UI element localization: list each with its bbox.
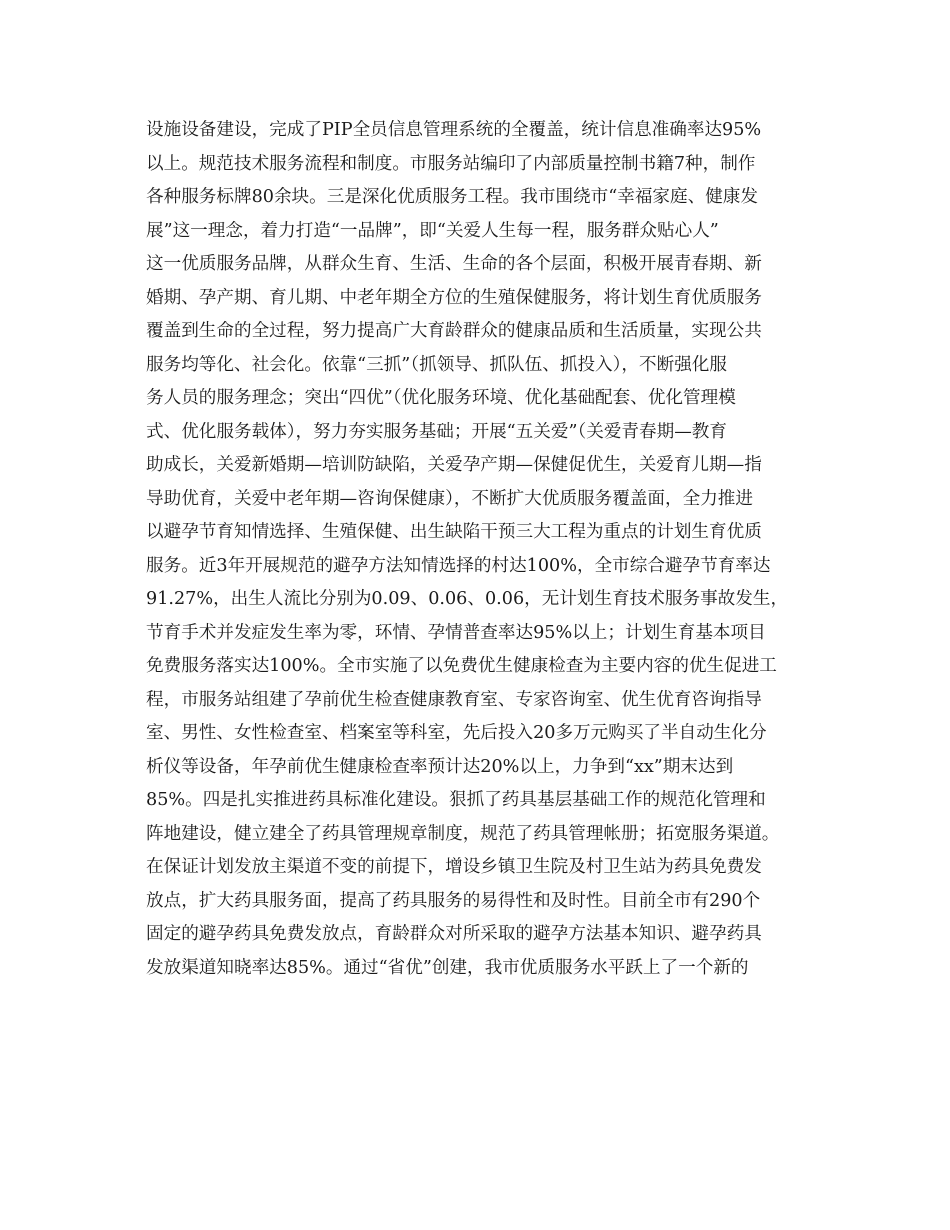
text-line: 以上。规范技术服务流程和制度。市服务站编印了内部质量控制书籍7种，制作: [146, 153, 756, 174]
text-line: 服务。近3年开展规范的避孕方法知情选择的村达100%，全市综合避孕节育率达: [146, 555, 771, 576]
text-line: 节育手术并发症发生率为零，环情、孕情普查率达95%以上；计划生育基本项目: [146, 622, 766, 643]
text-line: 务人员的服务理念；突出“四优”（优化服务环境、优化基础配套、优化管理模: [146, 388, 736, 408]
text-line: 阵地建设，健立建全了药具管理规章制度，规范了药具管理帐册；拓宽服务渠道。: [146, 823, 780, 844]
text-line: 助成长，关爱新婚期—培训防缺陷，关爱孕产期—保健促优生，关爱育儿期—指: [146, 455, 762, 475]
text-line: 各种服务标牌80余块。三是深化优质服务工程。我市围绕市“幸福家庭、健康发: [146, 187, 758, 207]
text-line: 析仪等设备，年孕前优生健康检查率预计达20%以上，力争到“xx”期末达到: [146, 756, 734, 777]
text-line: 免费服务落实达100%。全市实施了以免费优生健康检查为主要内容的优生促进工: [146, 656, 777, 676]
text-line: 以避孕节育知情选择、生殖保健、出生缺陷干预三大工程为重点的计划生育优质: [146, 522, 762, 542]
body-paragraph: [146, 114, 826, 985]
text-line: 放点，扩大药具服务面，提高了药具服务的易得性和及时性。目前全市有290个: [146, 890, 761, 911]
text-line: 婚期、孕产期、育儿期、中老年期全方位的生殖保健服务，将计划生育优质服务: [146, 287, 762, 308]
text-line: 设施设备建设，完成了PIP全员信息管理系统的全覆盖，统计信息准确率达95%: [146, 120, 762, 140]
text-line: 室、男性、女性检查室、档案室等科室，先后投入20多万元购买了半自动生化分: [146, 723, 767, 743]
text-line: 在保证计划发放主渠道不变的前提下，增设乡镇卫生院及村卫生站为药具免费发: [146, 857, 762, 877]
text-line: 覆盖到生命的全过程，努力提高广大育龄群众的健康品质和生活质量，实现公共: [146, 321, 762, 341]
text-line: 程，市服务站组建了孕前优生检查健康教育室、专家咨询室、优生优育咨询指导: [146, 689, 762, 710]
text-line: 发放渠道知晓率达85%。通过“省优”创建，我市优质服务水平跃上了一个新的: [146, 957, 749, 978]
text-line: 91.27%，出生人流比分别为0.09、0.06、0.06，无计划生育技术服务事故发生，: [146, 589, 789, 609]
text-line: 展”这一理念，着力打造“一品牌”，即“关爱人生每一程，服务群众贴心人”: [146, 220, 719, 241]
text-line: 固定的避孕药具免费发放点，育龄群众对所采取的避孕方法基本知识、避孕药具: [146, 924, 762, 944]
text-line: 85%。四是扎实推进药具标准化建设。狠抓了药具基层基础工作的规范化管理和: [146, 790, 766, 810]
text-line: 式、优化服务载体），努力夯实服务基础；开展“五关爱”（关爱青春期—教育: [146, 421, 727, 442]
text-line: 服务均等化、社会化。依靠“三抓”（抓领导、抓队伍、抓投入），不断强化服: [146, 354, 727, 375]
text-line: 这一优质服务品牌，从群众生育、生活、生命的各个层面，积极开展青春期、新: [146, 254, 762, 274]
text-line: 导助优育，关爱中老年期—咨询保健康），不断扩大优质服务覆盖面，全力推进: [146, 488, 753, 509]
